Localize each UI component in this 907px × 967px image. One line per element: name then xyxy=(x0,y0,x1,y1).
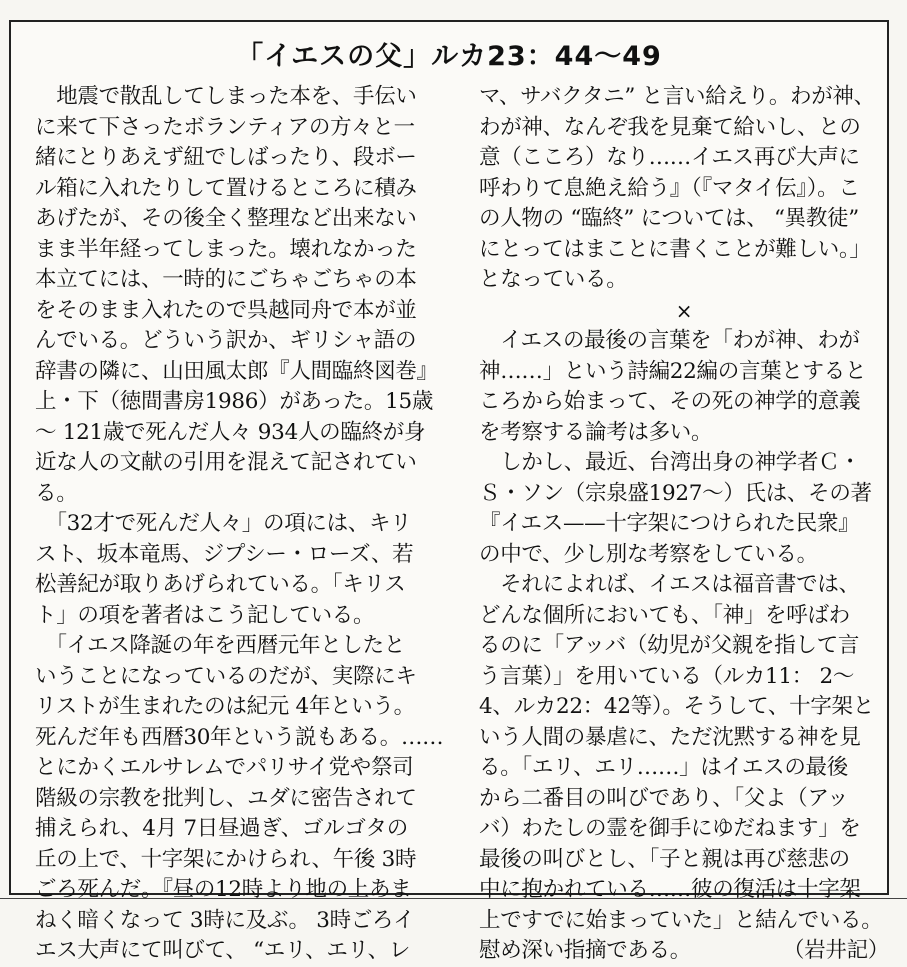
right-column-line: 意（こころ）なり……イエス再び大声に xyxy=(479,145,860,170)
right-column-line: を考察する論考は多い。 xyxy=(479,419,713,445)
left-column-text xyxy=(35,82,445,967)
right-column-line: の人物の “臨終” については、 “異教徒” xyxy=(479,206,859,231)
left-column-line: とにかくエルサレムでパリサイ党や祭司 xyxy=(35,755,414,780)
left-column-line: 捕えられ、4月 7日昼過ぎ、ゴルゴタの xyxy=(35,816,408,841)
left-column-line: に来て下さったボランティアの方々と一 xyxy=(35,114,415,140)
right-column-line: る。「エリ、エリ……」はイエスの最後 xyxy=(479,755,848,780)
right-column-line: マ、サバクタニ” と言い給えり。わが神、 xyxy=(479,84,875,109)
left-column-line: いうことになっているのだが、実際にキ xyxy=(35,663,417,689)
left-column-line: エス大声にて叫びて、 “エリ、エリ、レ xyxy=(35,938,411,963)
left-column-line: あげたが、その後全く整理など出来ない xyxy=(35,206,417,231)
left-column-line: 上・下（徳間書房1986）があった。15歳 xyxy=(35,389,434,414)
left-column-line: 「イエス降誕の年を西暦元年としたと xyxy=(35,633,405,658)
closing-line xyxy=(479,936,889,967)
left-column-line: 丘の上で、十字架にかけられ、午後 3時 xyxy=(35,846,417,872)
author-signature: （岩井記） xyxy=(782,938,889,963)
right-column-line: ころから始まって、その死の神学的意義 xyxy=(479,389,861,414)
left-column-line: まま半年経ってしまった。壊れなかった xyxy=(35,236,417,262)
left-column-line: スト、坂本竜馬、ジプシー・ローズ、若 xyxy=(35,541,414,567)
left-column-line: 死んだ年も西暦30年という説もある。…… xyxy=(35,724,444,750)
left-column-line: ねく暗くなって 3時に及ぶ。 3時ごろイ xyxy=(35,907,415,933)
right-column-line: 上ですでに始まっていた」と結んでいる。 xyxy=(479,907,883,933)
right-column-line: Ｓ・ソン（宗泉盛1927〜）氏は、その著 xyxy=(479,480,872,506)
right-column xyxy=(479,82,889,967)
left-column-line: ル箱に入れたりして置けるところに積み xyxy=(35,175,417,201)
right-column-text-top xyxy=(479,82,889,296)
right-column-line: しかし、最近、台湾出身の神学者Ｃ・ xyxy=(479,450,861,475)
right-column-line: から二番目の叫びであり、「父よ（アッ xyxy=(479,785,849,811)
left-column-line: ごろ死んだ。『昼の12時より地の上あま xyxy=(35,877,412,902)
closing-text: 慰め深い指摘である。 xyxy=(479,938,692,963)
right-column-line: るのに「アッバ（幼児が父親を指して言 xyxy=(479,633,860,658)
right-column-line: う言葉）」を用いている（ルカ11： 2〜 xyxy=(479,663,855,689)
article-frame xyxy=(9,20,889,963)
right-column-line: 『イエス——十字架につけられた民衆』 xyxy=(479,511,860,536)
left-column-line: リストが生まれたのは紀元 4年という。 xyxy=(35,694,415,719)
right-column-line: 4、ルカ22：42等）。そうして、十字架と xyxy=(479,694,874,719)
right-column-line: 中に抱かれている……彼の復活は十字架 xyxy=(479,877,861,902)
page-bottom-rule xyxy=(0,898,907,899)
left-column-line: 近な人の文献の引用を混えて記されてい xyxy=(35,450,417,475)
right-column-line: にとってはまことに書くことが難しい。」 xyxy=(479,236,871,262)
left-column-line: 階級の宗教を批判し、ユダに密告されて xyxy=(35,785,417,811)
left-column-line: 「32才で死んだ人々」の項には、キリ xyxy=(35,511,412,536)
right-column-line: 神……」という詩編22編の言葉とすると xyxy=(479,358,867,384)
left-column-line: んでいる。どういう訳か、ギリシャ語の xyxy=(35,328,417,353)
right-column-line: わが神、なんぞ我を見棄て給いし、との xyxy=(479,114,861,140)
right-column-line: となっている。 xyxy=(479,267,628,292)
left-column-line: 〜 121歳で死んだ人々 934人の臨終が身 xyxy=(35,419,426,445)
left-column-line: ト」の項を著者はこう記している。 xyxy=(35,602,375,628)
right-column-line: の中で、少し別な考察をしている。 xyxy=(479,541,818,567)
right-column-line: いう人間の暴虐に、ただ沈黙する神を見 xyxy=(479,724,861,750)
right-column-line: バ）わたしの霊を御手にゆだねます」を xyxy=(479,816,861,841)
right-column-line: 最後の叫びとし、「子と親は再び慈悲の xyxy=(479,846,850,872)
right-column-text-bottom xyxy=(479,326,889,936)
right-column-line: どんな個所においても、「神」を呼ばわ xyxy=(479,602,850,628)
right-column-line: それによれば、イエスは福音書では、 xyxy=(479,572,860,597)
article-title: 「イエスの父」ルカ23：44〜49 xyxy=(236,41,662,72)
left-column-line: 地震で散乱してしまった本を、手伝い xyxy=(35,84,417,109)
section-separator: × xyxy=(675,298,693,323)
right-column-line: イエスの最後の言葉を「わが神、わが xyxy=(479,328,860,353)
left-column-line: 松善紀が取りあげられている。「キリス xyxy=(35,572,406,597)
left-column-line: 緒にとりあえず紐でしばったり、段ボー xyxy=(35,145,417,170)
left-column-line: る。 xyxy=(35,480,78,506)
left-column xyxy=(35,82,445,967)
left-column-line: 本立てには、一時的にごちゃごちゃの本 xyxy=(35,267,417,292)
right-column-line: 呼わりて息絶え給う』（『マタイ伝』）。こ xyxy=(479,175,860,201)
left-column-line: をそのまま入れたので呉越同舟で本が並 xyxy=(35,297,417,323)
left-column-line: 辞書の隣に、山田風太郎『人間臨終図巻』 xyxy=(35,358,438,384)
